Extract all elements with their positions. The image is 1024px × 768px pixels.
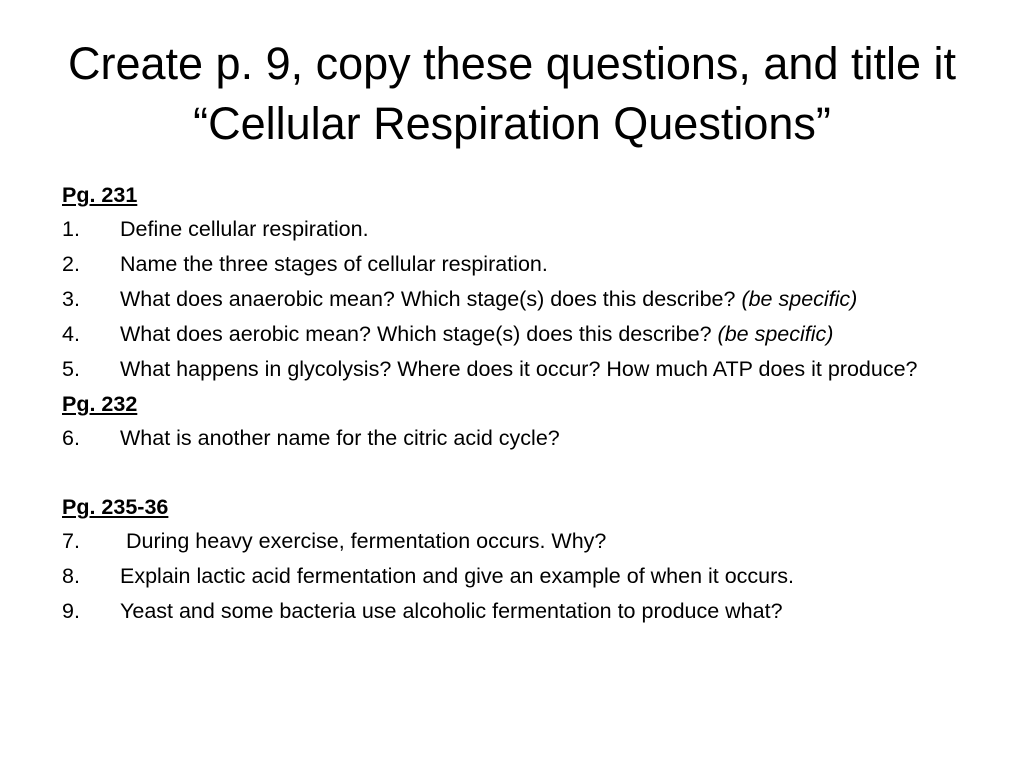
question-9 [62, 599, 992, 623]
section-heading-pg-235-36: Pg. 235-36 [62, 495, 169, 519]
question-number: 6. [62, 426, 80, 450]
question-number: 4. [62, 322, 80, 346]
question-note: (be specific) [741, 287, 858, 311]
question-text: What does anaerobic mean? Which stage(s) does this describe? [120, 287, 742, 311]
question-8 [62, 564, 992, 588]
question-text: Explain lactic acid fermentation and give an example of when it occurs. [120, 564, 795, 588]
question-7 [62, 529, 992, 553]
question-2 [62, 252, 992, 276]
question-number: 5. [62, 357, 80, 381]
question-number: 3. [62, 287, 80, 311]
question-number: 1. [62, 217, 80, 241]
question-6 [62, 426, 992, 450]
question-text: During heavy exercise, fermentation occurs. Why? [126, 529, 607, 553]
section-heading-pg-232: Pg. 232 [62, 392, 138, 416]
question-number: 7. [62, 529, 80, 553]
blank-line [62, 461, 992, 492]
question-5 [62, 357, 992, 381]
question-text: Name the three stages of cellular respiration. [120, 252, 548, 276]
question-text: What does aerobic mean? Which stage(s) does this describe? [120, 322, 718, 346]
question-text: Yeast and some bacteria use alcoholic fermentation to produce what? [120, 599, 783, 623]
question-number: 2. [62, 252, 80, 276]
question-1 [62, 217, 992, 241]
question-number: 9. [62, 599, 80, 623]
question-text: What happens in glycolysis? Where does it occur? How much ATP does it produce? [120, 357, 918, 381]
question-text: Define cellular respiration. [120, 217, 369, 241]
question-number: 8. [62, 564, 80, 588]
section-heading-pg-231: Pg. 231 [62, 183, 138, 207]
question-list [62, 180, 992, 634]
question-3 [62, 287, 992, 311]
slide-title: Create p. 9, copy these questions, and title it “Cellular Respiration Questions” [67, 38, 957, 149]
question-text: What is another name for the citric acid cycle? [120, 426, 560, 450]
question-4 [62, 322, 992, 346]
question-note: (be specific) [717, 322, 834, 346]
